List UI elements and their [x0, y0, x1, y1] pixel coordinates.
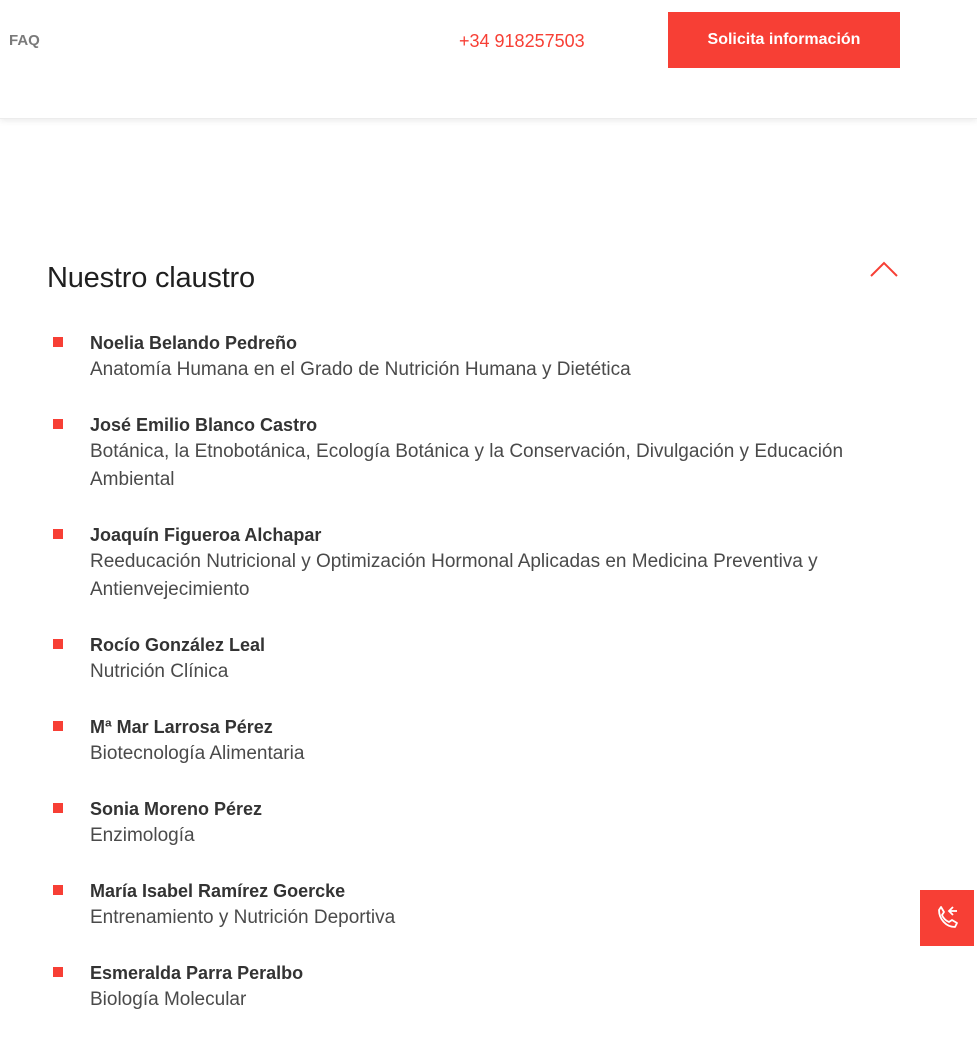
faculty-subject: Reeducación Nutricional y Optimización Hormonal Aplicadas en Medicina Preventiva y Antienvejecimiento	[90, 551, 818, 600]
faculty-name: Joaquín Figueroa Alchapar	[90, 525, 322, 545]
faculty-subject: Anatomía Humana en el Grado de Nutrición Humana y Dietética	[90, 359, 631, 380]
faculty-name: Rocío González Leal	[90, 635, 266, 655]
collapse-toggle[interactable]	[866, 256, 902, 284]
faculty-item	[0, 632, 977, 686]
faculty-item	[0, 878, 977, 932]
faculty-item	[0, 960, 977, 1014]
faculty-subject: Botánica, la Etnobotánica, Ecología Botánica y la Conservación, Divulgación y Educación Ambiental	[90, 441, 844, 490]
floating-call-button[interactable]	[920, 890, 974, 946]
bullet-icon	[53, 967, 63, 977]
faculty-name: Mª Mar Larrosa Pérez	[90, 717, 273, 737]
bullet-icon	[53, 721, 63, 731]
faculty-item	[0, 412, 977, 494]
faculty-subject: Biotecnología Alimentaria	[90, 743, 305, 764]
faculty-subject: Biología Molecular	[90, 989, 247, 1010]
faculty-subject: Nutrición Clínica	[90, 661, 229, 682]
request-info-button[interactable]: Solicita información	[668, 12, 900, 68]
bullet-icon	[53, 337, 63, 347]
bullet-icon	[53, 885, 63, 895]
faculty-subject: Enzimología	[90, 825, 195, 846]
bullet-icon	[53, 529, 63, 539]
faculty-item	[0, 330, 977, 384]
faculty-subject: Entrenamiento y Nutrición Deportiva	[90, 907, 396, 928]
faculty-item	[0, 796, 977, 850]
chevron-up-icon	[866, 256, 902, 284]
faculty-item	[0, 522, 977, 604]
faculty-name: José Emilio Blanco Castro	[90, 415, 318, 435]
faculty-name: Noelia Belando Pedreño	[90, 333, 298, 353]
faculty-item	[0, 714, 977, 768]
bullet-icon	[53, 803, 63, 813]
faculty-name: Sonia Moreno Pérez	[90, 799, 263, 819]
bullet-icon	[53, 639, 63, 649]
faculty-list	[0, 330, 977, 1042]
phone-number-link[interactable]: +34 918257503	[459, 31, 585, 51]
bullet-icon	[53, 419, 63, 429]
faq-link[interactable]: FAQ	[9, 32, 40, 49]
section-title: Nuestro claustro	[47, 262, 255, 294]
top-header	[0, 0, 977, 119]
phone-callback-icon	[920, 890, 974, 946]
faculty-name: Esmeralda Parra Peralbo	[90, 963, 304, 983]
faculty-name: María Isabel Ramírez Goercke	[90, 881, 346, 901]
